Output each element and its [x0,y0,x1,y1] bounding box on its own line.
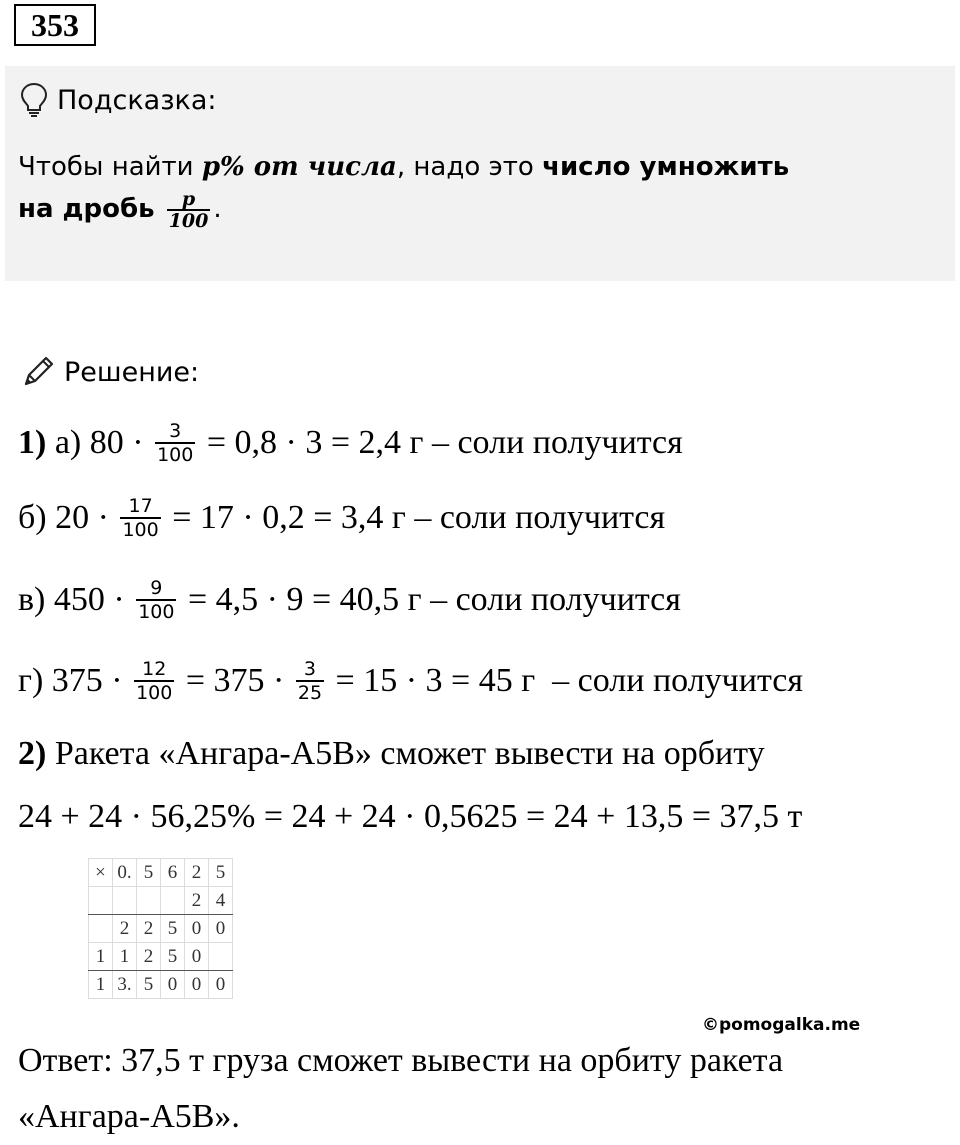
hint-text-3: , надо это [396,152,543,182]
fraction-den: 25 [297,682,323,704]
fraction-num: 12 [142,658,167,680]
hint-text-1: Чтобы найти [18,152,202,182]
solution-line-5 [18,735,765,773]
mult-cell [137,887,161,915]
line-6-text: 24 + 24 · 56,25% = 24 + 24 · 0,5625 = 24 + 13,5 = 37,5 т [18,798,803,835]
hint-text-2: p% от числа [201,152,397,182]
mult-cell: 0 [161,971,185,999]
fraction-num: 3 [169,420,182,442]
mult-cell: 4 [209,887,233,915]
mult-cell [209,943,233,971]
solution-line-2 [18,495,665,541]
solution-line-1 [18,420,683,466]
mult-cell: 2 [185,859,209,887]
mult-cell: 0 [185,971,209,999]
part-2-label: 2) [18,735,47,772]
line-3-post: = 4,5 · 9 = 40,5 г – соли получится [179,581,681,618]
mult-cell: 2 [137,943,161,971]
part-1-label: 1) [18,424,47,461]
mult-cell: 0 [209,971,233,999]
mult-cell: 0 [185,943,209,971]
line-2-pre: б) 20 · [18,499,118,536]
pencil-icon [18,352,58,392]
line-1-post: = 0,8 · 3 = 2,4 г – соли получится [198,424,683,461]
solution-title: Решение: [64,356,200,388]
fraction-den: 100 [157,444,194,466]
solution-header [18,352,199,392]
fraction-den: 100 [138,601,175,623]
hint-fraction [167,189,211,231]
mult-cell: 5 [137,859,161,887]
line-4-fraction-2 [296,658,324,704]
hint-fraction-num: p [181,187,196,210]
watermark: ©pomogalka.me [702,1015,861,1035]
solution-line-4 [18,658,803,704]
solution-line-3 [18,577,681,623]
answer-line-2: «Ангара-А5В». [18,1098,240,1135]
mult-cell: 6 [161,859,185,887]
hint-text-4: число умножить [542,152,790,182]
fraction-num: 9 [150,577,163,599]
hint-text-5: на дробь [18,194,164,224]
mult-cell: 0 [185,915,209,943]
line-2-post: = 17 · 0,2 = 3,4 г – соли получится [163,499,666,536]
fraction-den: 100 [136,682,173,704]
mult-cell [113,887,137,915]
mult-cell [89,887,113,915]
mult-cell: 0. [113,859,137,887]
mult-cell: 5 [161,943,185,971]
mult-cell [89,915,113,943]
mult-cell: 1 [113,943,137,971]
mult-cell: 3. [113,971,137,999]
line-4-post: = 15 · 3 = 45 г – соли получится [327,662,803,699]
solution-line-6 [18,798,802,836]
hint-header [19,80,217,120]
fraction-num: 3 [303,658,316,680]
hint-text-6: . [213,194,222,224]
line-4-mid: = 375 · [177,662,293,699]
mult-cell: 1 [89,943,113,971]
mult-cell: 2 [185,887,209,915]
mult-cell: 0 [209,915,233,943]
mult-cell: 2 [113,915,137,943]
mult-cell: 5 [161,915,185,943]
lightbulb-icon [19,82,49,118]
line-5-text: Ракета «Ангара-А5В» сможет вывести на орбиту [46,735,765,772]
answer [18,1033,918,1145]
line-1-fraction [155,420,195,466]
mult-cell: 1 [89,971,113,999]
mult-cell [161,887,185,915]
hint-fraction-den: 100 [168,209,209,232]
hint-title: Подсказка: [57,84,217,116]
mult-cell: × [89,859,113,887]
line-3-pre: в) 450 · [18,581,134,618]
mult-cell: 2 [137,915,161,943]
mult-cell: 5 [209,859,233,887]
task-number: 353 [14,4,96,46]
mult-cell: 5 [137,971,161,999]
line-1-pre: а) 80 · [46,424,153,461]
fraction-den: 100 [122,519,159,541]
line-2-fraction [120,495,160,541]
multiplication-table [88,858,233,999]
line-4-pre: г) 375 · [18,662,132,699]
hint-text [18,146,789,231]
line-4-fraction-1 [134,658,174,704]
fraction-num: 17 [128,495,153,517]
answer-line-1: Ответ: 37,5 т груза сможет вывести на орбиту ракета [18,1042,784,1079]
line-3-fraction [136,577,176,623]
hint-box [5,66,955,281]
